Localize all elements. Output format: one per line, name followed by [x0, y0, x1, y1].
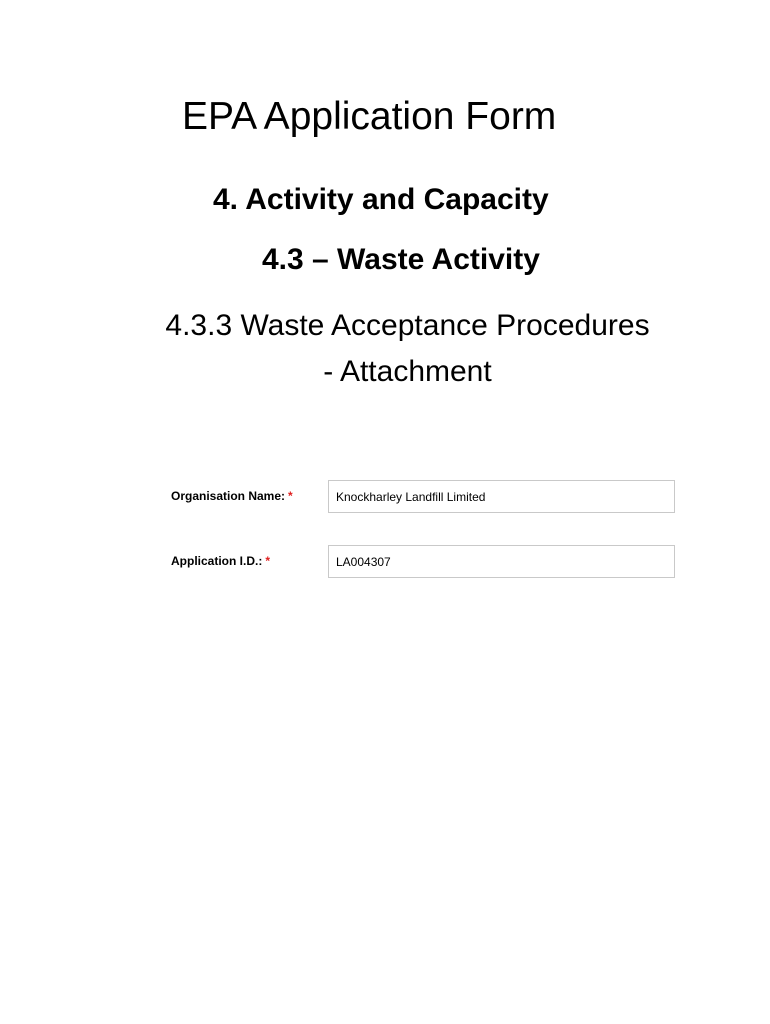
- required-marker: *: [288, 489, 293, 503]
- application-id-label: [171, 554, 270, 568]
- subsection-title: 4.3 – Waste Activity: [262, 243, 540, 276]
- item-title-line1: 4.3.3 Waste Acceptance Procedures: [165, 309, 650, 342]
- section-title: 4. Activity and Capacity: [213, 183, 549, 216]
- item-title: [100, 303, 715, 395]
- application-id-label-text: Application I.D.:: [171, 554, 263, 568]
- application-id-row: [0, 545, 770, 581]
- item-title-line2: - Attachment: [323, 355, 492, 388]
- organisation-name-field[interactable]: Knockharley Landfill Limited: [328, 480, 675, 513]
- organisation-label-text: Organisation Name:: [171, 489, 286, 503]
- application-id-field[interactable]: LA004307: [328, 545, 675, 578]
- required-marker: *: [265, 554, 271, 568]
- organisation-label: [171, 489, 293, 503]
- document-title: EPA Application Form: [182, 95, 557, 138]
- organisation-row: [0, 480, 770, 516]
